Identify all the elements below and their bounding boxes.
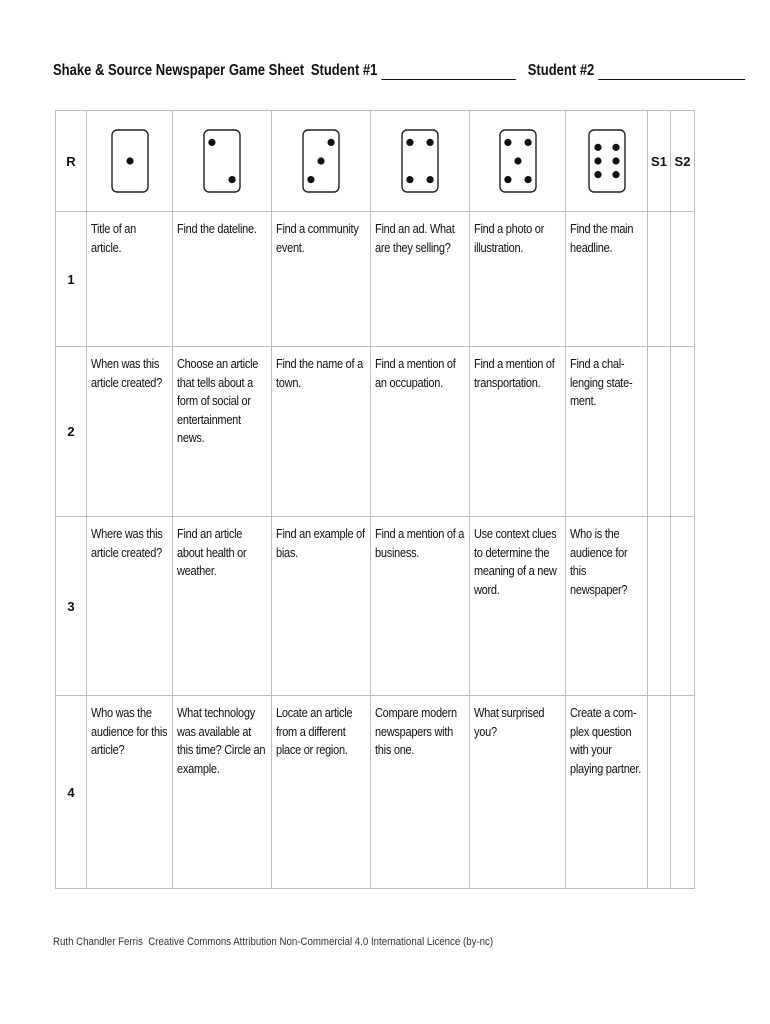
prompt-cell xyxy=(566,212,648,347)
row-header-label: R xyxy=(56,111,87,212)
prompt-cell xyxy=(272,696,371,889)
die-pip xyxy=(612,171,619,178)
prompt-text: Find a photo or illustration. xyxy=(474,222,545,255)
die-face-5-icon xyxy=(470,111,566,212)
prompt-text: Where was this article created? xyxy=(91,527,163,560)
prompt-text: What surprised you? xyxy=(474,706,545,739)
footer-license: Creative Commons Attribution Non-Commercial 4.0 International Licence (by-nc) xyxy=(148,936,494,948)
prompt-cell xyxy=(566,517,648,696)
die-pip xyxy=(208,139,215,146)
row-number: 3 xyxy=(56,517,87,696)
prompt-text: Find the main headline. xyxy=(570,222,634,255)
prompt-cell xyxy=(566,696,648,889)
score-cell-s2[interactable] xyxy=(671,696,695,889)
die-pip xyxy=(327,139,334,146)
prompt-text: Find an ad. What are they selling? xyxy=(375,222,455,255)
die-pip xyxy=(126,157,133,164)
prompt-text: Find the name of a town. xyxy=(276,357,363,390)
prompt-cell xyxy=(371,517,470,696)
row-number: 4 xyxy=(56,696,87,889)
prompt-text: Find an example of bias. xyxy=(276,527,365,560)
die-pip xyxy=(504,176,511,183)
header-row xyxy=(56,111,695,212)
prompt-cell xyxy=(87,347,173,517)
prompt-cell xyxy=(371,347,470,517)
die-pip xyxy=(504,139,511,146)
prompt-text: What technology was available at this time? Circle an example. xyxy=(177,706,266,776)
prompt-cell xyxy=(470,696,566,889)
student2-label: Student #2 xyxy=(527,62,595,79)
prompt-text: Who was the audience for this article? xyxy=(91,706,168,757)
prompt-cell xyxy=(173,696,272,889)
die-pip xyxy=(514,157,521,164)
score-cell-s1[interactable] xyxy=(648,517,671,696)
die-face-2-icon xyxy=(173,111,272,212)
score-header-s1: S1 xyxy=(648,111,671,212)
table-row-1 xyxy=(56,212,695,347)
prompt-text: Find a mention of a business. xyxy=(375,527,465,560)
die-pip xyxy=(406,176,413,183)
die-pip xyxy=(228,176,235,183)
die-face-3-icon xyxy=(272,111,371,212)
die-pip xyxy=(594,157,601,164)
prompt-cell xyxy=(272,212,371,347)
die-pip xyxy=(612,157,619,164)
prompt-text: Find a community event. xyxy=(276,222,359,255)
die-face-6-icon xyxy=(566,111,648,212)
prompt-cell xyxy=(87,517,173,696)
score-cell-s1[interactable] xyxy=(648,212,671,347)
prompt-text: Compare modern newspapers with this one. xyxy=(375,706,457,757)
prompt-text: Title of an article. xyxy=(91,222,137,255)
prompt-cell xyxy=(371,696,470,889)
prompt-cell xyxy=(87,212,173,347)
table-row-2 xyxy=(56,347,695,517)
prompt-text: Find a mention of transportation. xyxy=(474,357,555,390)
score-cell-s2[interactable] xyxy=(671,347,695,517)
die-pip xyxy=(612,144,619,151)
prompt-text: Create a com-plex question with your playing partner. xyxy=(570,706,642,776)
prompt-cell xyxy=(470,347,566,517)
prompt-text: Find a mention of an occupation. xyxy=(375,357,456,390)
student2-name-line[interactable] xyxy=(599,65,746,80)
die-pip xyxy=(426,139,433,146)
prompt-cell xyxy=(470,212,566,347)
die-body xyxy=(204,130,240,192)
die-pip xyxy=(406,139,413,146)
prompt-text: Find an article about health or weather. xyxy=(177,527,247,578)
prompt-cell xyxy=(272,347,371,517)
prompt-text: Find the dateline. xyxy=(177,222,257,236)
die-pip xyxy=(594,171,601,178)
student1-name-line[interactable] xyxy=(382,65,516,80)
prompt-cell xyxy=(272,517,371,696)
sheet-header xyxy=(53,62,607,84)
score-cell-s1[interactable] xyxy=(648,347,671,517)
die-pip xyxy=(594,144,601,151)
die-face-4-icon xyxy=(371,111,470,212)
prompt-text: Who is the audience for this newspaper? xyxy=(570,527,628,597)
die-pip xyxy=(426,176,433,183)
prompt-text: When was this article created? xyxy=(91,357,162,390)
score-cell-s2[interactable] xyxy=(671,212,695,347)
prompt-cell xyxy=(566,347,648,517)
die-pip xyxy=(317,157,324,164)
game-grid xyxy=(55,110,695,889)
table-row-4 xyxy=(56,696,695,889)
score-cell-s1[interactable] xyxy=(648,696,671,889)
score-header-s2: S2 xyxy=(671,111,695,212)
die-body xyxy=(402,130,438,192)
prompt-text: Choose an article that tells about a form of social or entertainment news. xyxy=(177,357,259,445)
die-pip xyxy=(524,176,531,183)
prompt-cell xyxy=(173,347,272,517)
die-pip xyxy=(524,139,531,146)
prompt-text: Locate an article from a different place or region. xyxy=(276,706,353,757)
die-face-1-icon xyxy=(87,111,173,212)
prompt-cell xyxy=(371,212,470,347)
die-pip xyxy=(307,176,314,183)
prompt-cell xyxy=(173,212,272,347)
footer-author: Ruth Chandler Ferris xyxy=(53,936,143,948)
row-number: 2 xyxy=(56,347,87,517)
prompt-text: Find a chal-lenging state-ment. xyxy=(570,357,633,408)
prompt-cell xyxy=(87,696,173,889)
sheet-title: Shake & Source Newspaper Game Sheet xyxy=(53,62,305,79)
table-row-3 xyxy=(56,517,695,696)
prompt-cell xyxy=(470,517,566,696)
row-number: 1 xyxy=(56,212,87,347)
footer-credit xyxy=(53,936,493,948)
score-cell-s2[interactable] xyxy=(671,517,695,696)
student1-label: Student #1 xyxy=(310,62,378,79)
prompt-cell xyxy=(173,517,272,696)
prompt-text: Use context clues to determine the meaning of a new word. xyxy=(474,527,557,597)
